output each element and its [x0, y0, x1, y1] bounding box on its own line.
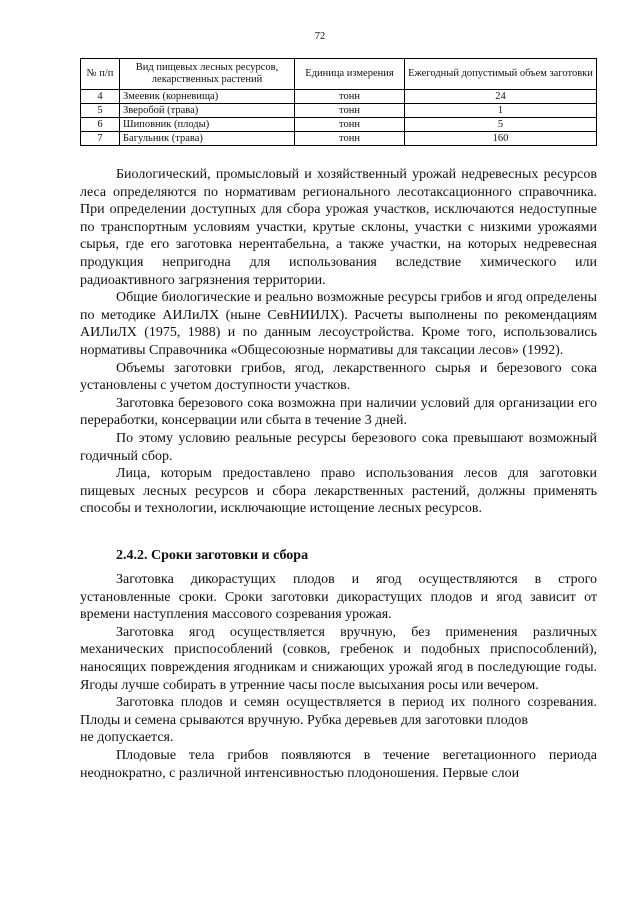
header-resource-type: Вид пищевых лесных ресурсов, лекарственных растений: [120, 59, 295, 90]
body-text-block-2: [80, 571, 597, 782]
row-number: 5: [81, 104, 120, 118]
table-header-row: [81, 59, 597, 90]
paragraph: Плодовые тела грибов появляются в течение вегетационного периода неоднократно, с различной интенсивностью плодоношения. Первые слои: [80, 747, 597, 781]
row-unit: тонн: [295, 118, 405, 132]
paragraph: Биологический, промысловый и хозяйственный урожай недревесных ресурсов леса определяются по нормативам регионального лесотаксационного справочника. При определении доступных для сбора урожая участков, исключаются недоступные по транспортным условиям участки, крутые склоны, участки с низкими урожаями сырья, где его заготовка нерентабельна, а также участки, на которых недревесная продукция непригодна для использования вследствие химического или радиоактивного загрязнения территории.: [80, 167, 597, 288]
table-row: [81, 132, 597, 146]
row-volume: 5: [405, 118, 597, 132]
body-text-block-1: [80, 166, 597, 518]
row-resource: Багульник (трава): [120, 132, 295, 146]
resources-table: [80, 58, 597, 146]
header-number: № п/п: [81, 59, 120, 90]
header-unit: Единица измерения: [295, 59, 405, 90]
header-volume: Ежегодный допустимый объем заготовки: [405, 59, 597, 90]
section-heading: 2.4.2. Сроки заготовки и сбора: [116, 548, 309, 563]
table-row: [81, 104, 597, 118]
row-number: 6: [81, 118, 120, 132]
paragraph: По этому условию реальные ресурсы березового сока превышают возможный годичный сбор.: [80, 430, 597, 464]
table-row: [81, 118, 597, 132]
paragraph: Объемы заготовки грибов, ягод, лекарственного сырья и березового сока установлены с учетом доступности участков.: [80, 360, 597, 394]
row-number: 4: [81, 90, 120, 104]
row-resource: Зверобой (трава): [120, 104, 295, 118]
paragraph: не допускается.: [80, 730, 174, 746]
row-unit: тонн: [295, 132, 405, 146]
row-number: 7: [81, 132, 120, 146]
row-unit: тонн: [295, 90, 405, 104]
paragraph: Заготовка дикорастущих плодов и ягод осуществляются в строго установленные сроки. Сроки заготовки дикорастущих плодов и ягод зависит от времени наступления массового созревания урожая.: [80, 572, 597, 623]
row-resource: Шиповник (плоды): [120, 118, 295, 132]
paragraph: Заготовка ягод осуществляется вручную, без применения различных механических приспособлений (совков, гребенок и подобных приспособлений), наносящих повреждения ягодникам и снижающих урожай ягод в последующие годы. Ягоды лучше собирать в утренние часы после высыхания росы или вечером.: [80, 624, 597, 693]
row-volume: 160: [405, 132, 597, 146]
paragraph: Лица, которым предоставлено право использования лесов для заготовки пищевых лесных ресурсов и сбора лекарственных растений, должны применять способы и технологии, исключающие истощение лесных ресурсов.: [80, 466, 597, 517]
row-unit: тонн: [295, 104, 405, 118]
paragraph: Общие биологические и реально возможные ресурсы грибов и ягод определены по методике АИЛиЛХ (ныне СевНИИЛХ). Расчеты выполнены по рекомендациям АИЛиЛХ (1975, 1988) и по данным лесоустройства. Кроме того, использовались нормативы Справочника «Общесоюзные нормативы для таксации лесов» (1992).: [80, 290, 597, 358]
row-resource: Змеевик (корневища): [120, 90, 295, 104]
paragraph: Заготовка плодов и семян осуществляется в период их полного созревания. Плоды и семена срываются вручную. Рубка деревьев для заготовки плодов: [80, 695, 597, 728]
table-row: [81, 90, 597, 104]
row-volume: 24: [405, 90, 597, 104]
page-number: 72: [314, 31, 326, 42]
row-volume: 1: [405, 104, 597, 118]
paragraph: Заготовка березового сока возможна при наличии условий для организации его переработки, консервации или сбыта в течение 3 дней.: [80, 395, 597, 429]
